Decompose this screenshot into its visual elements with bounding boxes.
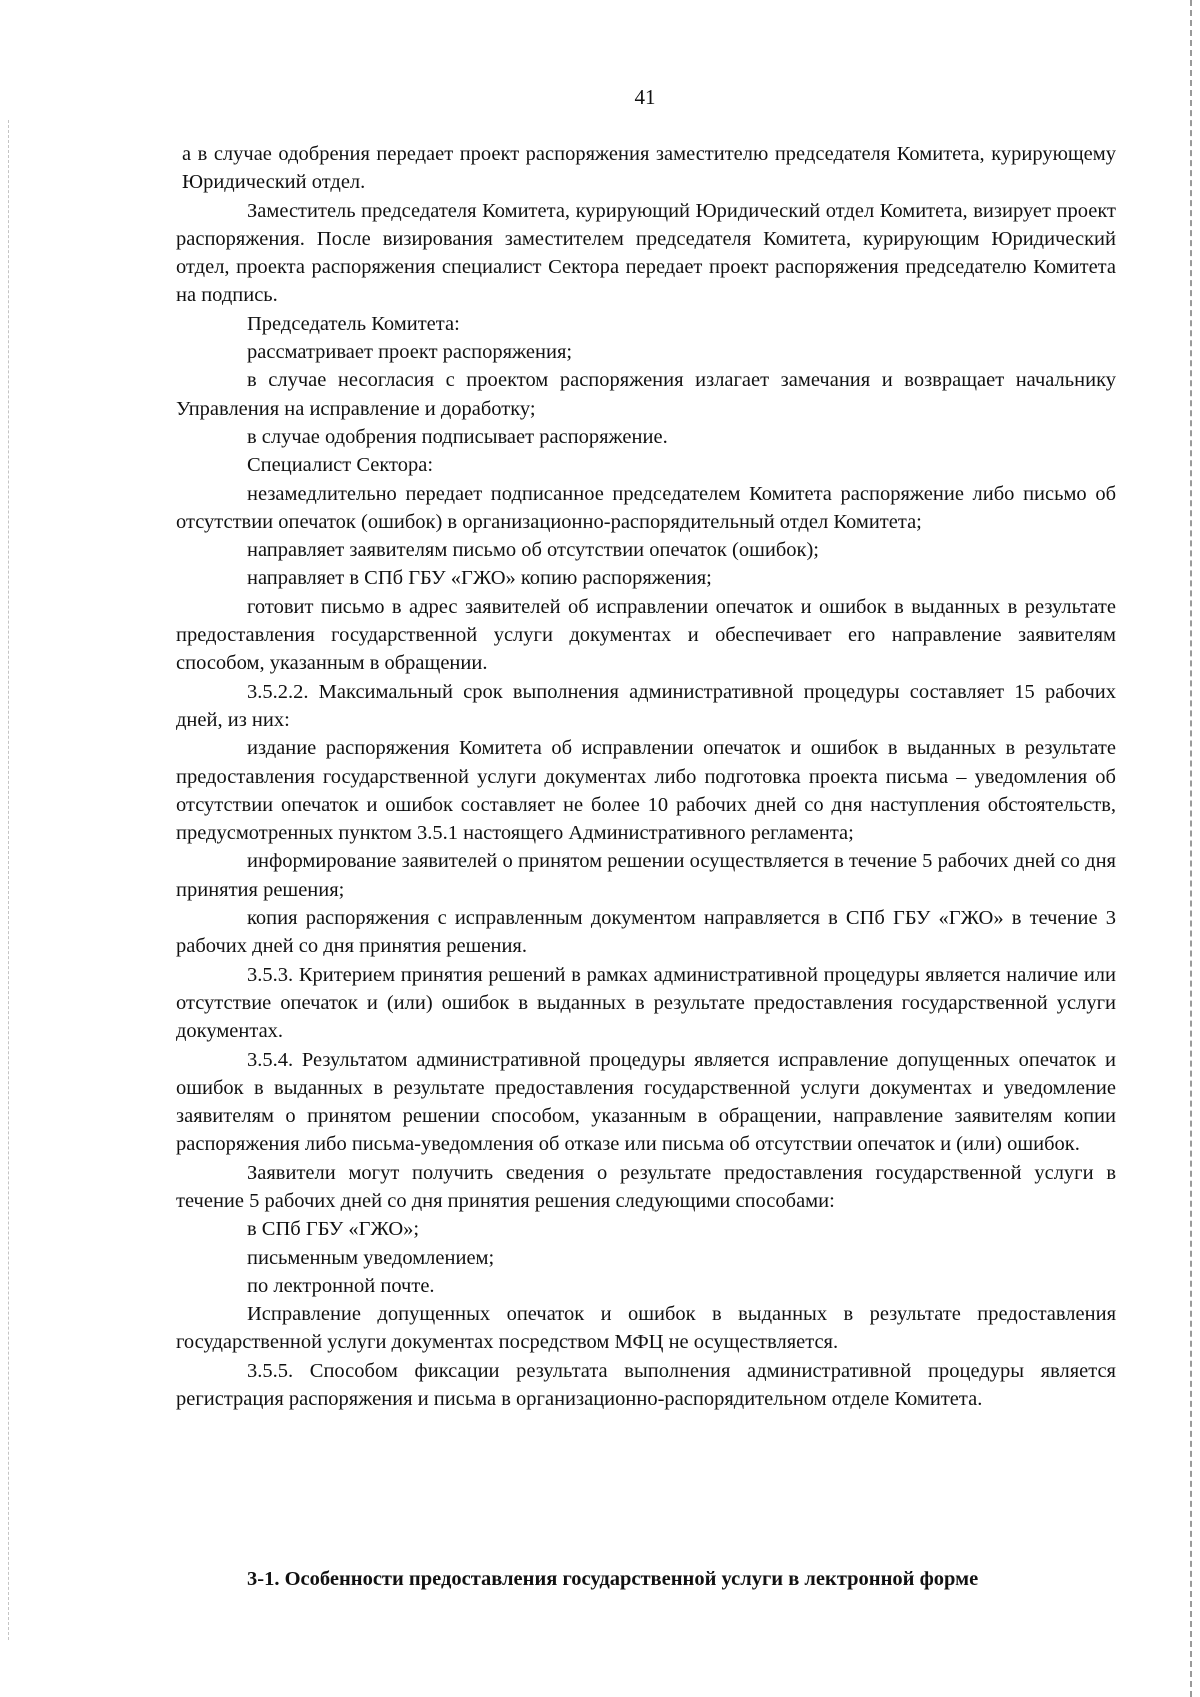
list-item: направляет в СПб ГБУ «ГЖО» копию распоряжения; [247, 567, 712, 590]
list-item: незамедлительно передает подписанное председателем Комитета распоряжение либо письмо об отсутствии опечаток (ошибок) в организационно-распорядительный отдел Комитета; [176, 482, 1116, 533]
list-item: рассматривает проект распоряжения; [247, 341, 573, 364]
list-item: издание распоряжения Комитета об исправлении опечаток и ошибок в выданных в результате предоставления государственной услуги документах либо подготовка проекта письма – уведомления об отсутствии опечаток и ошибок составляет не более 10 рабочих дней со дня наступления обстоятельств, предусмотренных пунктом 3.5.1 настоящего Административного регламента; [176, 737, 1116, 845]
clause-paragraph: 3.5.3. Критерием принятия решений в рамках административной процедуры является наличие или отсутствие опечаток и (или) ошибок в выданных в результате предоставления государственной услуги документах. [176, 963, 1116, 1043]
section-heading: 3-1. Особенности предоставления государственной услуги в лектронной форме [247, 1568, 979, 1590]
list-item: в СПб ГБУ «ГЖО»; [247, 1218, 420, 1241]
clause-paragraph: 3.5.4. Результатом административной процедуры является исправление допущенных опечаток и ошибок в выданных в результате предоставления государственной услуги документах и уведомление заявителям о принятом решении способом, указанным в обращении, направление заявителям копии распоряжения либо письма-уведомления об отказе или письма об отсутствии опечаток и (или) ошибок. [176, 1048, 1116, 1156]
list-item: по лектронной почте. [247, 1274, 435, 1297]
list-item: письменным уведомлением; [247, 1246, 495, 1269]
list-item: в случае несогласия с проектом распоряжения излагает замечания и возвращает начальнику Управления на исправление и доработку; [176, 369, 1116, 420]
paragraph: Специалист Сектора: [247, 454, 434, 477]
list-item: направляет заявителям письмо об отсутствии опечаток (ошибок); [247, 539, 819, 562]
list-item: готовит письмо в адрес заявителей об исправлении опечаток и ошибок в выданных в результате предоставления государственной услуги документах и обеспечивает его направление заявителям способом, указанным в обращении. [176, 595, 1116, 675]
paragraph: Заместитель председателя Комитета, курирующий Юридический отдел Комитета, визирует проект распоряжения. После визирования заместителем председателя Комитета, курирующим Юридический отдел, проекта распоряжения специалист Сектора передает проект распоряжения председателю Комитета на подпись. [176, 199, 1116, 307]
scan-edge-artifact-left [8, 120, 10, 1640]
paragraph: а в случае одобрения передает проект распоряжения заместителю председателя Комитета, курирующему Юридический отдел. [182, 143, 1116, 194]
list-item: копия распоряжения с исправленным документом направляется в СПб ГБУ «ГЖО» в течение 3 рабочих дней со дня принятия решения. [176, 907, 1116, 958]
clause-paragraph: 3.5.2.2. Максимальный срок выполнения административной процедуры составляет 15 рабочих дней, из них: [176, 680, 1116, 731]
page-number: 41 [634, 85, 656, 109]
paragraph: Председатель Комитета: [247, 312, 460, 335]
document-body [176, 140, 1116, 1413]
paragraph: Исправление допущенных опечаток и ошибок в выданных в результате предоставления государственной услуги документах посредством МФЦ не осуществляется. [176, 1303, 1116, 1354]
clause-paragraph: 3.5.5. Способом фиксации результата выполнения административной процедуры является регистрация распоряжения и письма в организационно-распорядительном отделе Комитета. [176, 1359, 1116, 1411]
list-item: в случае одобрения подписывает распоряжение. [247, 425, 668, 448]
list-item: информирование заявителей о принятом решении осуществляется в течение 5 рабочих дней со дня принятия решения; [176, 850, 1116, 901]
scan-edge-artifact-right [1190, 0, 1194, 1697]
paragraph: Заявители могут получить сведения о результате предоставления государственной услуги в течение 5 рабочих дней со дня принятия решения следующими способами: [176, 1161, 1116, 1212]
